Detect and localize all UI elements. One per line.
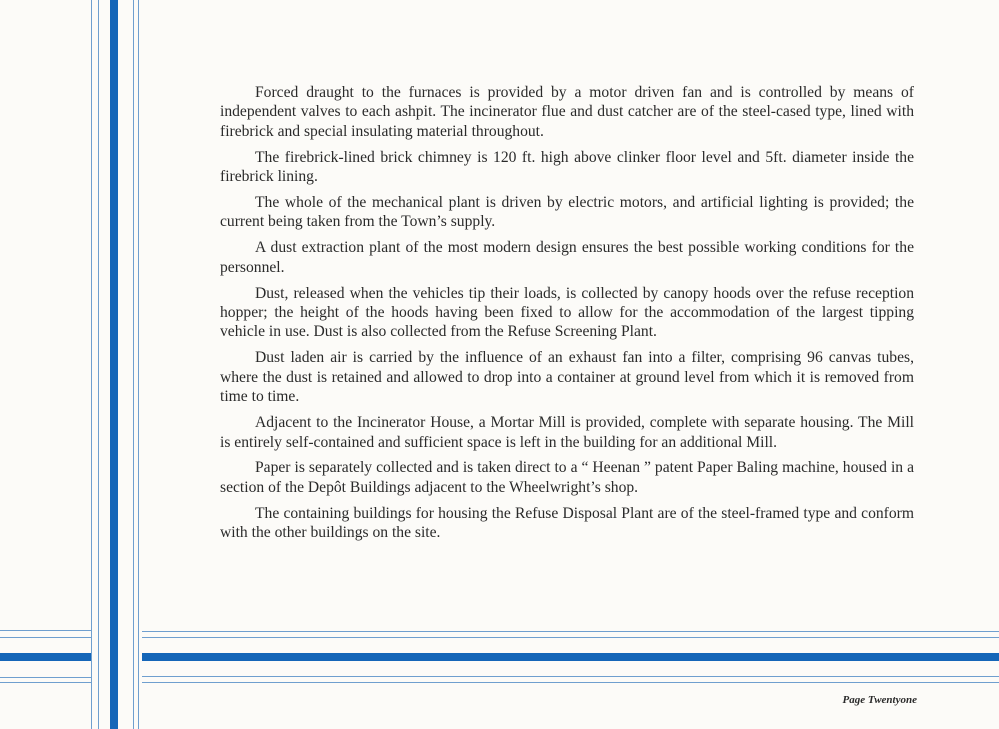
paragraph: A dust extraction plant of the most modern design ensures the best possible working conditions for the personnel. <box>220 239 914 276</box>
paragraph: Forced draught to the furnaces is provided by a motor driven fan and is controlled by means of independent valves to each ashpit. The incinerator flue and dust catcher are of the steel-cased type, lined with firebrick and special insulating material throughout. <box>220 84 914 140</box>
horizontal-rule-thick <box>0 653 91 661</box>
horizontal-rule <box>142 682 999 683</box>
vertical-rule <box>98 0 99 729</box>
page-number: Page Twentyone <box>842 694 917 706</box>
vertical-rule <box>133 0 134 729</box>
vertical-rule <box>138 0 139 729</box>
body-text <box>220 83 914 549</box>
horizontal-rule <box>142 637 999 638</box>
horizontal-rule <box>0 630 91 631</box>
paragraph: Paper is separately collected and is taken direct to a “ Heenan ” patent Paper Baling machine, housed in a section of the Depôt Buildings adjacent to the Wheelwright’s shop. <box>220 459 914 496</box>
paragraph: Dust laden air is carried by the influence of an exhaust fan into a filter, comprising 96 canvas tubes, where the dust is retained and allowed to drop into a container at ground level from which it is removed from time to time. <box>220 349 914 406</box>
paragraph: The whole of the mechanical plant is driven by electric motors, and artificial lighting is provided; the current being taken from the Town’s supply. <box>220 194 914 231</box>
vertical-rule <box>91 0 92 729</box>
horizontal-rule <box>0 682 91 683</box>
horizontal-rule <box>142 676 999 677</box>
horizontal-rule <box>0 677 91 678</box>
paragraph: Adjacent to the Incinerator House, a Mortar Mill is provided, complete with separate housing. The Mill is entirely self-contained and sufficient space is left in the building for an additional Mill. <box>220 414 914 451</box>
paragraph: Dust, released when the vehicles tip their loads, is collected by canopy hoods over the refuse reception hopper; the height of the hoods having been fixed to allow for the accommodation of the largest tipping vehicle in use. Dust is also collected from the Refuse Screening Plant. <box>220 284 914 341</box>
vertical-rule-thick <box>110 0 118 729</box>
horizontal-rule <box>0 637 91 638</box>
horizontal-rule-thick <box>142 653 999 661</box>
paragraph: The containing buildings for housing the Refuse Disposal Plant are of the steel-framed type and conform with the other buildings on the site. <box>220 504 914 542</box>
horizontal-rule <box>142 631 999 632</box>
paragraph: The firebrick-lined brick chimney is 120 ft. high above clinker floor level and 5ft. diameter inside the firebrick lining. <box>220 148 914 186</box>
